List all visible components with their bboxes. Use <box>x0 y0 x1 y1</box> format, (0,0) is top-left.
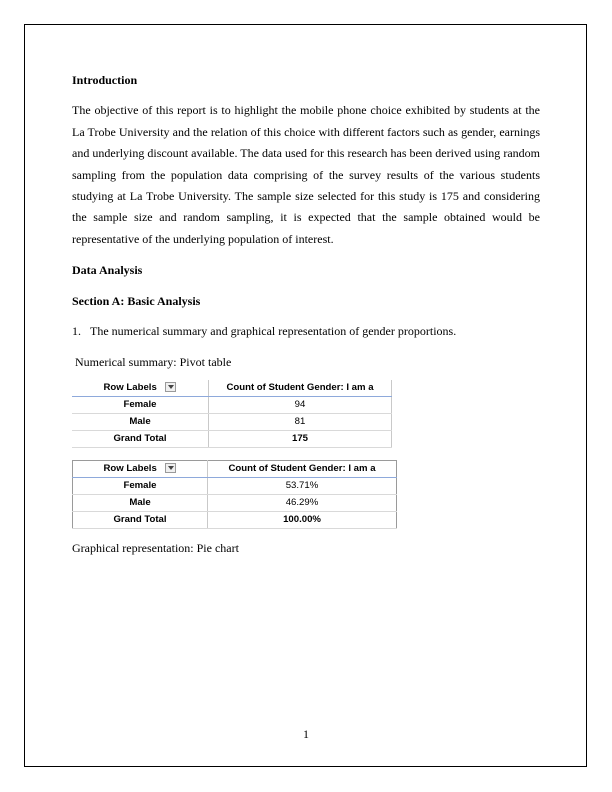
table-row <box>72 397 392 414</box>
filter-dropdown-icon[interactable] <box>165 463 176 473</box>
grand-total-value: 175 <box>209 431 392 448</box>
row-value: 53.71% <box>208 478 397 495</box>
graphical-representation-caption: Graphical representation: Pie chart <box>72 541 239 555</box>
page-number: 1 <box>303 727 309 741</box>
list-item <box>72 321 540 342</box>
grand-total-label: Grand Total <box>73 512 208 529</box>
row-label: Female <box>73 478 208 495</box>
numerical-summary-caption: Numerical summary: Pivot table <box>75 355 232 370</box>
row-label: Male <box>72 414 209 431</box>
pivot-table-counts <box>72 380 392 448</box>
list-item-text: The numerical summary and graphical representation of gender proportions. <box>90 324 457 339</box>
data-analysis-heading: Data Analysis <box>72 263 143 278</box>
row-labels-header[interactable]: Row Labels <box>72 380 209 397</box>
pivot-table-percentages <box>72 460 397 529</box>
document-body <box>72 70 540 384</box>
row-label: Female <box>72 397 209 414</box>
row-labels-header[interactable]: Row Labels <box>73 461 208 478</box>
filter-dropdown-icon[interactable] <box>165 382 176 392</box>
grand-total-row <box>72 431 392 448</box>
row-value: 81 <box>209 414 392 431</box>
grand-total-label: Grand Total <box>72 431 209 448</box>
table-row <box>73 478 397 495</box>
value-header: Count of Student Gender: I am a <box>209 380 392 397</box>
list-item-number: 1. <box>72 324 81 339</box>
grand-total-row <box>73 512 397 529</box>
grand-total-value: 100.00% <box>208 512 397 529</box>
value-header: Count of Student Gender: I am a <box>208 461 397 478</box>
row-value: 46.29% <box>208 495 397 512</box>
introduction-heading: Introduction <box>72 73 138 87</box>
section-a-heading: Section A: Basic Analysis <box>72 293 201 308</box>
row-value: 94 <box>209 397 392 414</box>
table-row <box>73 495 397 512</box>
table-row <box>72 414 392 431</box>
row-label: Male <box>73 495 208 512</box>
introduction-paragraph: The objective of this report is to highlight the mobile phone choice exhibited by students at the La Trobe University and the relation of this choice with different factors such as gender, earnings and underlying discount available. The data used for this research has been derived using random sampling from the population data comprising of the survey results of the various students studying at La Trobe University. The sample size selected for this study is 175 and considering the sample size and random sampling, it is expected that the sample obtained would be representative of the underlying population of interest. <box>72 103 540 246</box>
